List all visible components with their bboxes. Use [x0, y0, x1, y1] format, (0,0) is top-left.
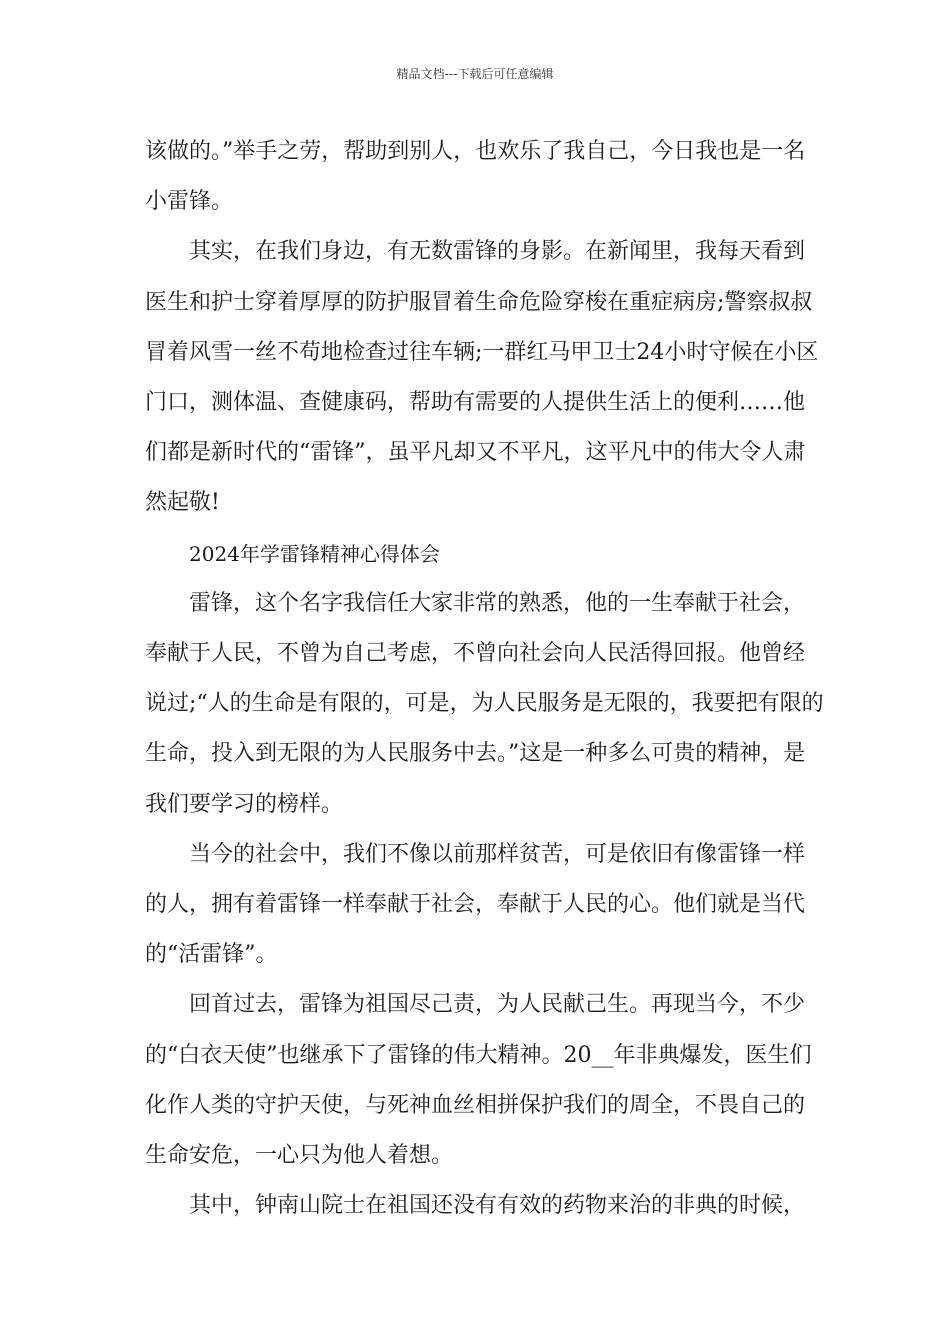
paragraph-continuation: 该做的。”举手之劳，帮助到别人，也欢乐了我自己，今日我也是一名小雷锋。: [145, 139, 806, 215]
paragraph-white-angels: 回首过去，雷锋为祖国尽己责，为人民献己生。再现当今，不少的“白衣天使”也继承下了雷锋的伟大精神。20__年非典爆发，医生们化作人类的守护天使，与死神血丝相拼保护我们的周全，不畏自己的生命安危，一心只为他人着想。: [145, 992, 812, 1169]
paragraph-zhong-nanshan: 其中，钟南山院士在祖国还没有有效的药物来治的非典的时候，: [189, 1193, 806, 1219]
paragraph-examples: 其实，在我们身边，有无数雷锋的身影。在新闻里，我每天看到医生和护士穿着厚厚的防护服冒着生命危险穿梭在重症病房;警察叔叔冒着风雪一丝不苟地检查过往车辆;一群红马甲卫士24小时守候在小区门口，测体温、查健康码，帮助有需要的人提供生活上的便利……他们都是新时代的“雷锋”，虽平凡却又不平凡，这平凡中的伟大令人肃然起敬!: [145, 239, 819, 516]
page-header: 精品文档---下载后可任意编辑: [396, 67, 554, 81]
paragraph-modern-society: 当今的社会中，我们不像以前那样贫苦，可是依旧有像雷锋一样的人，拥有着雷锋一样奉献于社会，奉献于人民的心。他们就是当代的“活雷锋”。: [145, 841, 806, 968]
paragraph-leifeng-intro: 雷锋，这个名字我信任大家非常的熟悉，他的一生奉献于社会，奉献于人民，不曾为自己考虑，不曾向社会向人民活得回报。他曾经说过;“人的生命是有限的，可是，为人民服务是无限的，我要把有限的生命，投入到无限的为人民服务中去。”这是一种多么可贵的精神，是我们要学习的榜样。: [145, 590, 824, 817]
section-heading: 2024年学雷锋精神心得体会: [189, 541, 440, 566]
document-body: [145, 127, 825, 1231]
